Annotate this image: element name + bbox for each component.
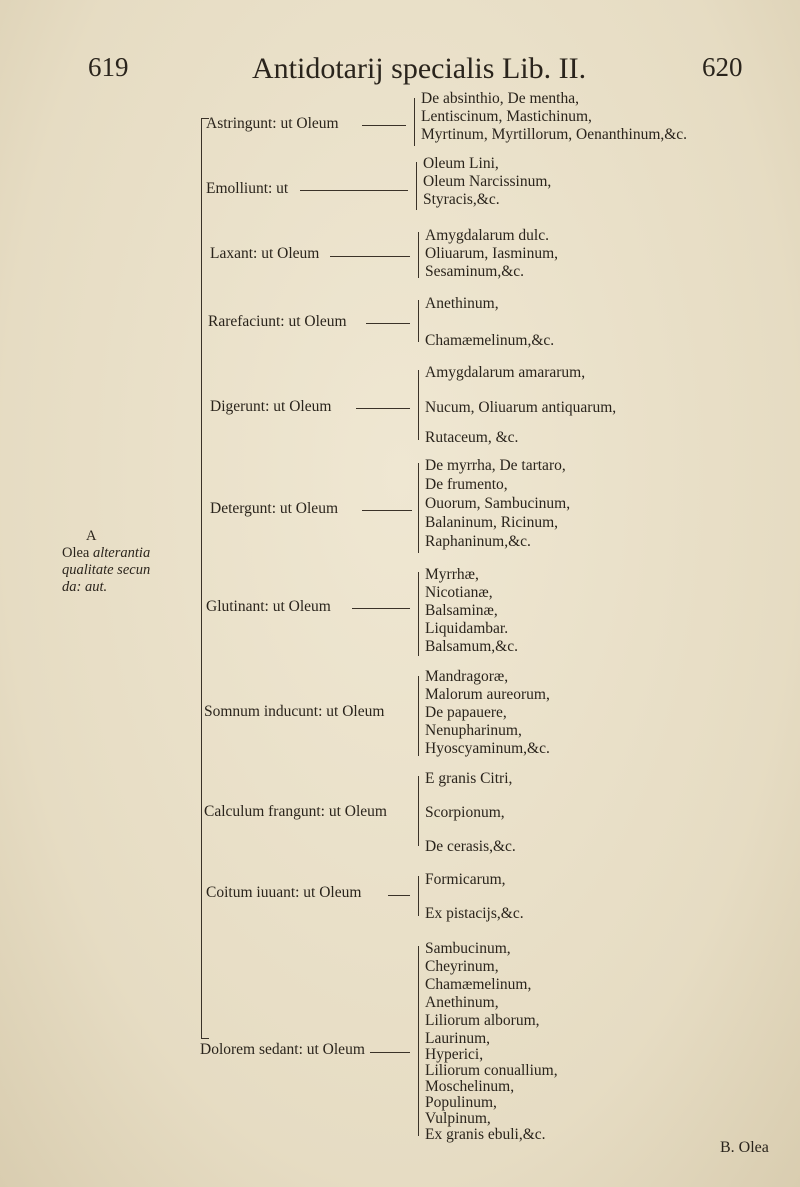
group-item: Formicarum, [425, 871, 506, 888]
group-connector-digerunt [356, 408, 410, 409]
group-item: Sesaminum,&c. [425, 263, 525, 280]
group-item: Hyoscyaminum,&c. [425, 740, 550, 757]
group-item: Lentiscinum, Mastichinum, [421, 108, 592, 125]
side-note [62, 528, 150, 596]
group-connector-glutinant [352, 608, 410, 609]
side-note-letter: A [86, 528, 97, 544]
group-item: Malorum aureorum, [425, 686, 550, 703]
catchword: B. Olea [720, 1139, 769, 1156]
group-label-emolliunt: Emolliunt: ut [206, 180, 289, 197]
group-item: Nucum, Oliuarum antiquarum, [425, 399, 617, 416]
group-label-digerunt: Digerunt: ut Oleum [210, 398, 332, 415]
group-item: Balsaminæ, [425, 602, 498, 619]
group-item: De cerasis,&c. [425, 838, 516, 855]
group-item: Nicotianæ, [425, 584, 493, 601]
group-bracket-detergunt [418, 463, 419, 553]
group-item: E granis Citri, [425, 770, 513, 787]
group-item: Ex granis ebuli,&c. [425, 1126, 546, 1143]
side-note-alterantia: alterantia [93, 545, 151, 561]
group-item: Amygdalarum dulc. [425, 227, 549, 244]
group-item: Balaninum, Ricinum, [425, 514, 559, 531]
group-label-detergunt: Detergunt: ut Oleum [210, 500, 338, 517]
group-item: Liquidambar. [425, 620, 509, 637]
group-connector-coitum [388, 895, 410, 896]
group-item: Myrtinum, Myrtillorum, Oenanthinum,&c. [421, 126, 688, 143]
group-bracket-glutinant [418, 572, 419, 656]
side-note-da-aut: da: aut. [62, 579, 108, 595]
group-item: Ouorum, Sambucinum, [425, 495, 571, 512]
group-item: Mandragoræ, [425, 668, 509, 685]
side-note-line3 [62, 562, 150, 579]
group-item: Anethinum, [425, 295, 499, 312]
group-connector-laxant [330, 256, 410, 257]
group-item: Rutaceum, &c. [425, 429, 519, 446]
side-note-olea: Olea [62, 545, 93, 561]
group-item: Styracis,&c. [423, 191, 500, 208]
group-item: Nenupharinum, [425, 722, 522, 739]
group-label-somnum: Somnum inducunt: ut Oleum [204, 703, 385, 720]
group-bracket-laxant [418, 232, 419, 278]
group-bracket-coitum [418, 876, 419, 916]
group-item: Myrrhæ, [425, 566, 479, 583]
side-note-line4 [62, 579, 150, 596]
group-bracket-dolorem [418, 946, 419, 1136]
group-item: Hyperici, [425, 1046, 484, 1063]
main-bracket-line [201, 118, 202, 1038]
group-connector-emolliunt [300, 190, 408, 191]
group-item: De frumento, [425, 476, 508, 493]
page-number-right: 620 [702, 52, 743, 82]
group-bracket-somnum [418, 676, 419, 756]
group-label-laxant: Laxant: ut Oleum [210, 245, 320, 262]
group-item: Vulpinum, [425, 1110, 491, 1127]
group-item: Laurinum, [425, 1030, 490, 1047]
group-label-coitum: Coitum iuuant: ut Oleum [206, 884, 362, 901]
group-label-rarefaciunt: Rarefaciunt: ut Oleum [208, 313, 347, 330]
group-item: Cheyrinum, [425, 958, 499, 975]
group-item: Raphaninum,&c. [425, 533, 531, 550]
group-item: Populinum, [425, 1094, 497, 1111]
group-item: Oleum Narcissinum, [423, 173, 552, 190]
group-connector-detergunt [362, 510, 412, 511]
group-label-glutinant: Glutinant: ut Oleum [206, 598, 331, 615]
group-item: De absinthio, De mentha, [421, 90, 579, 107]
group-item: Anethinum, [425, 994, 499, 1011]
main-bracket-bottom [201, 1038, 209, 1039]
page-number-left: 619 [88, 52, 129, 82]
group-bracket-digerunt [418, 370, 419, 440]
group-bracket-rarefaciunt [418, 300, 419, 342]
group-item: Balsamum,&c. [425, 638, 518, 655]
group-item: Liliorum conuallium, [425, 1062, 558, 1079]
group-item: Amygdalarum amararum, [425, 364, 586, 381]
group-item: Chamæmelinum,&c. [425, 332, 555, 349]
group-item: De papauere, [425, 704, 507, 721]
group-item: Liliorum alborum, [425, 1012, 540, 1029]
group-label-dolorem: Dolorem sedant: ut Oleum [200, 1041, 365, 1058]
running-title: Antidotarij specialis Lib. II. [252, 52, 587, 85]
group-connector-rarefaciunt [366, 323, 410, 324]
group-item: Chamæmelinum, [425, 976, 532, 993]
side-note-qualitate: qualitate secun [62, 562, 151, 578]
group-bracket-calculum [418, 776, 419, 846]
group-item: De myrrha, De tartaro, [425, 457, 566, 474]
group-connector-astringunt [362, 125, 406, 126]
group-item: Oleum Lini, [423, 155, 499, 172]
group-item: Ex pistacijs,&c. [425, 905, 524, 922]
group-connector-dolorem [370, 1052, 410, 1053]
group-item: Scorpionum, [425, 804, 505, 821]
side-note-line2 [62, 545, 150, 562]
group-label-calculum: Calculum frangunt: ut Oleum [204, 803, 387, 820]
group-label-astringunt: Astringunt: ut Oleum [206, 115, 339, 132]
group-bracket-astringunt [414, 98, 415, 146]
group-item: Moschelinum, [425, 1078, 515, 1095]
group-item: Sambucinum, [425, 940, 511, 957]
group-bracket-emolliunt [416, 162, 417, 210]
group-item: Oliuarum, Iasminum, [425, 245, 559, 262]
